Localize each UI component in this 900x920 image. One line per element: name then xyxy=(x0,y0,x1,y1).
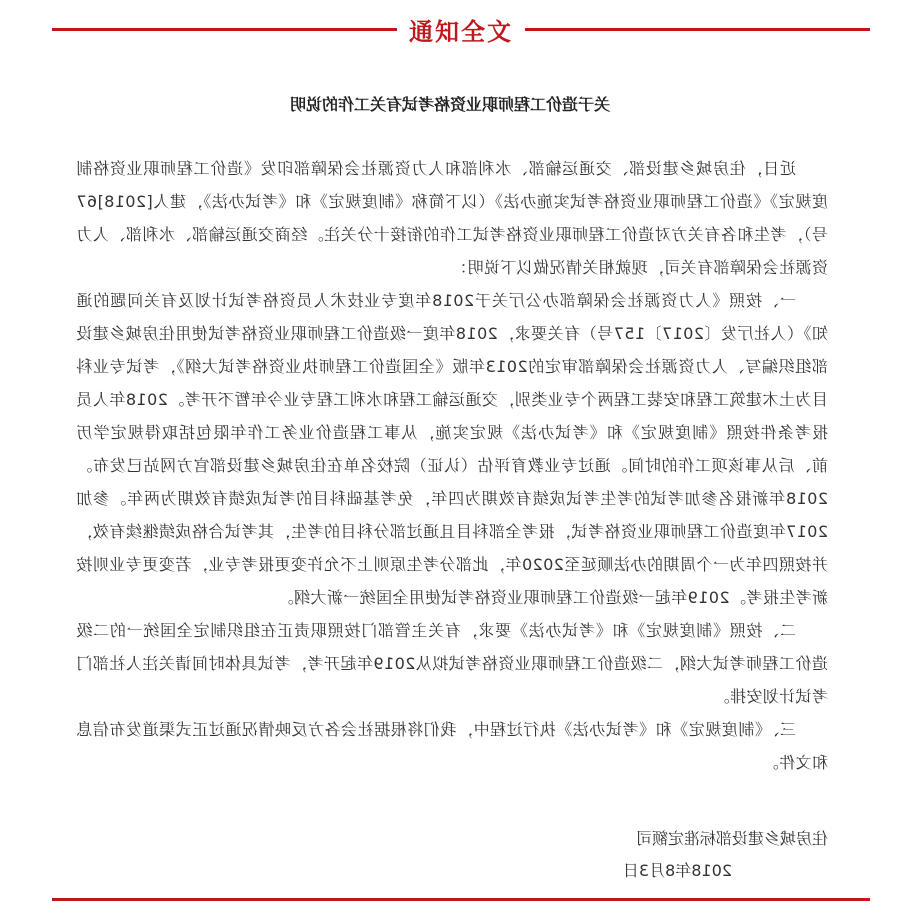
paragraph-one: 一、按照《人力资源社会保障部办公厅关于2018年度专业技术人员资格考试计划及有关问题的通知》（人社厅发〔2017〕157号）有关要求，2018年度一级造价工程师职业资格考试使用住房城乡建设部组织编写、人力资源社会保障部审定的2013年版《全国造价工程师执业资格考试大纲》，考试专业科目为土木建筑工程和安装工程两个专业类别，交通运输工程和水利工程专业今年暂不开考。2018年人员报考条件按照《制度规定》和《考试办法》规定实施，从事工程造价业务工作年限包括取得规定学历前、后从事该项工作的时间。通过专业教育评估（认证）院校名单在住房城乡建设部官方网站已发布。2018年新报名参加考试的考生考试成绩有效期为四年，免考基础科目的考试成绩有效期为两年。参加2017年度造价工程师职业资格考试，报考全部科目且通过部分科目的考生，其考试合格成绩继续有效，并按照四年为一个周期的办法顺延至2020年，此部分考生原则上不允许变更报考专业，若变更专业则按新考生报考。2019年起一级造价工程师职业资格考试使用全国统一新大纲。 xyxy=(76,291,828,607)
document-body xyxy=(76,152,828,779)
paragraph-three: 三、《制度规定》和《考试办法》执行过程中，我们将根据社会各方反映情况通过正式渠道发布信息和文件。 xyxy=(76,720,828,772)
footer-rule xyxy=(52,898,870,901)
paragraph-intro: 近日，住房城乡建设部、交通运输部、水利部和人力资源社会保障部印发《造价工程师职业资格制度规定》《造价工程师职业资格考试实施办法》（以下简称《制度规定》和《考试办法》，建人[2018]67号），考生和各有关方对造价工程师职业资格考试工作的衔接十分关注。经商交通运输部、水利部、人力资源社会保障部有关司，现就相关情况做以下说明： xyxy=(76,159,828,277)
header-title: 通知全文 xyxy=(409,18,513,46)
signature-block xyxy=(568,823,828,887)
document-title: 关于造价工程师职业资格考试有关工作的说明 xyxy=(290,95,611,114)
signature-date: 2018年8月3日 xyxy=(622,861,732,880)
paragraph-two: 二、按照《制度规定》和《考试办法》要求，有关主管部门按照职责正在组织制定全国统一的二级造价工程师考试大纲，二级造价工程师职业资格考试拟从2019年起开考，考试具体时间请关注人社部门考试计划安排。 xyxy=(76,621,828,706)
signature-department: 住房城乡建设部标准定额司 xyxy=(635,829,828,848)
